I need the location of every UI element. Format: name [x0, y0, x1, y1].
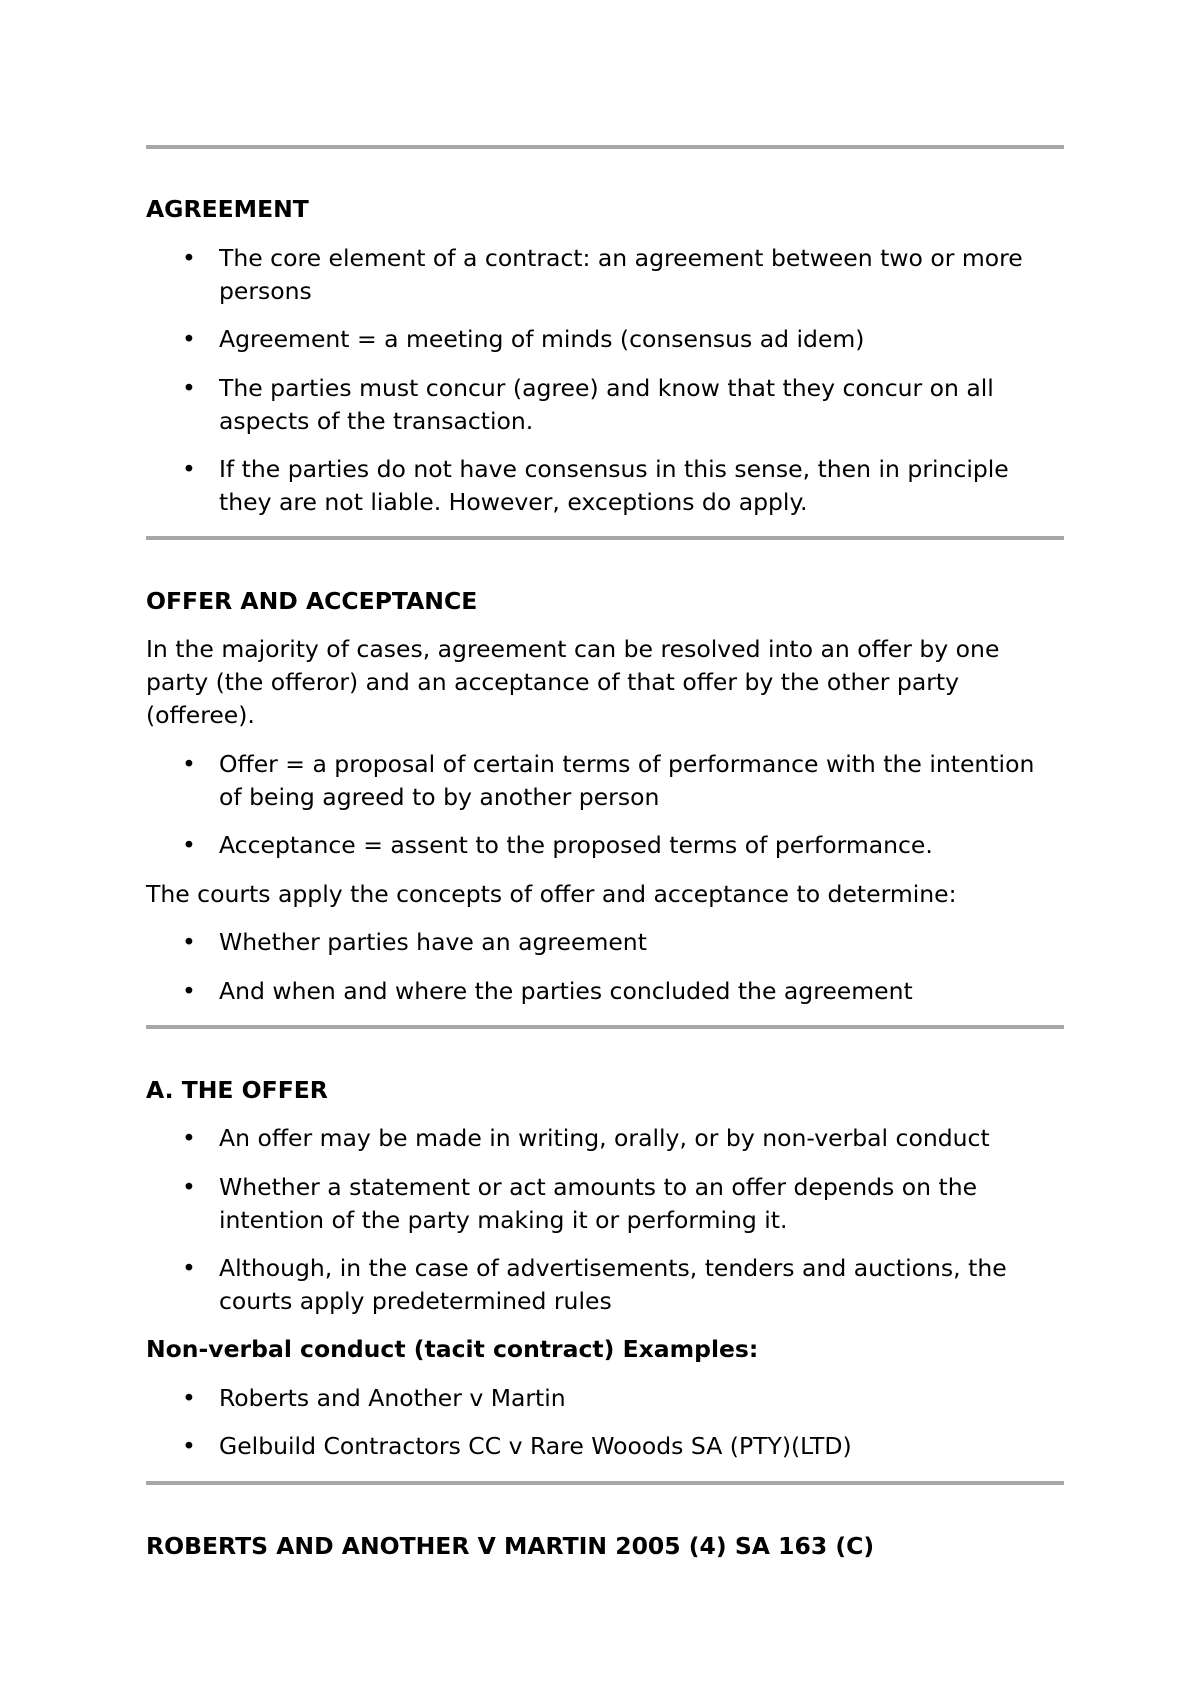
list-item [146, 926, 1064, 959]
list-item-text: Whether parties have an agreement [219, 928, 647, 956]
bullet-icon: • [182, 1432, 196, 1460]
list-item-text: Whether a statement or act amounts to an offer depends on the intention of the party making it or performing it. [219, 1173, 978, 1234]
list-item-text: Gelbuild Contractors CC v Rare Wooods SA (PTY)(LTD) [219, 1432, 852, 1460]
list-item [146, 323, 1064, 356]
bullet-icon: • [182, 977, 196, 1005]
list-item [146, 372, 1064, 438]
section-divider [146, 1025, 1064, 1029]
section-agreement [146, 193, 1064, 519]
list-item [146, 453, 1064, 519]
section-heading: AGREEMENT [146, 195, 309, 223]
list-item-text: And when and where the parties concluded the agreement [219, 977, 913, 1005]
bullet-icon: • [182, 831, 196, 859]
section-heading: ROBERTS AND ANOTHER V MARTIN 2005 (4) SA 163 (C) [146, 1532, 875, 1560]
section-offer-and-acceptance [146, 585, 1064, 1008]
list-item [146, 1171, 1064, 1237]
section-divider [146, 536, 1064, 540]
bullet-icon: • [182, 750, 196, 778]
bullet-list [146, 242, 1064, 519]
intro-paragraph: In the majority of cases, agreement can be resolved into an offer by one party (the offeror) and an acceptance of that offer by the other party (offeree). [146, 635, 1000, 729]
list-item-text: Although, in the case of advertisements, tenders and auctions, the courts apply predetermined rules [219, 1254, 1007, 1315]
bullet-list [146, 1382, 1064, 1463]
list-item-text: Roberts and Another v Martin [219, 1384, 566, 1412]
bullet-icon: • [182, 374, 196, 402]
list-item [146, 242, 1064, 308]
list-item-text: An offer may be made in writing, orally, or by non-verbal conduct [219, 1124, 990, 1152]
bullet-icon: • [182, 244, 196, 272]
list-item-text: Acceptance = assent to the proposed terms of performance. [219, 831, 933, 859]
list-item-text: The core element of a contract: an agreement between two or more persons [219, 244, 1023, 305]
bullet-icon: • [182, 1384, 196, 1412]
list-item [146, 1122, 1064, 1155]
bullet-list [146, 926, 1064, 1008]
list-item [146, 1382, 1064, 1415]
bullet-icon: • [182, 1173, 196, 1201]
subheading: Non-verbal conduct (tacit contract) Examples: [146, 1335, 759, 1363]
section-case-heading [146, 1530, 1064, 1563]
bullet-icon: • [182, 1254, 196, 1282]
bullet-list [146, 1122, 1064, 1318]
list-item [146, 748, 1064, 814]
bullet-icon: • [182, 455, 196, 483]
list-item [146, 1252, 1064, 1318]
list-item-text: The parties must concur (agree) and know that they concur on all aspects of the transaction. [219, 374, 994, 435]
section-heading: A. THE OFFER [146, 1076, 328, 1104]
section-the-offer [146, 1074, 1064, 1463]
list-item-text: Offer = a proposal of certain terms of performance with the intention of being agreed to by another person [219, 750, 1035, 811]
section-divider [146, 1481, 1064, 1485]
list-item-text: Agreement = a meeting of minds (consensus ad idem) [219, 325, 865, 353]
list-item [146, 1430, 1064, 1463]
bullet-icon: • [182, 1124, 196, 1152]
section-heading: OFFER AND ACCEPTANCE [146, 587, 478, 615]
list-item [146, 975, 1064, 1008]
bullet-list [146, 748, 1064, 862]
lead-paragraph: The courts apply the concepts of offer and acceptance to determine: [146, 880, 957, 908]
section-divider [146, 145, 1064, 149]
list-item [146, 829, 1064, 862]
bullet-icon: • [182, 325, 196, 353]
bullet-icon: • [182, 928, 196, 956]
list-item-text: If the parties do not have consensus in this sense, then in principle they are not liable. However, exceptions do apply. [219, 455, 1009, 516]
